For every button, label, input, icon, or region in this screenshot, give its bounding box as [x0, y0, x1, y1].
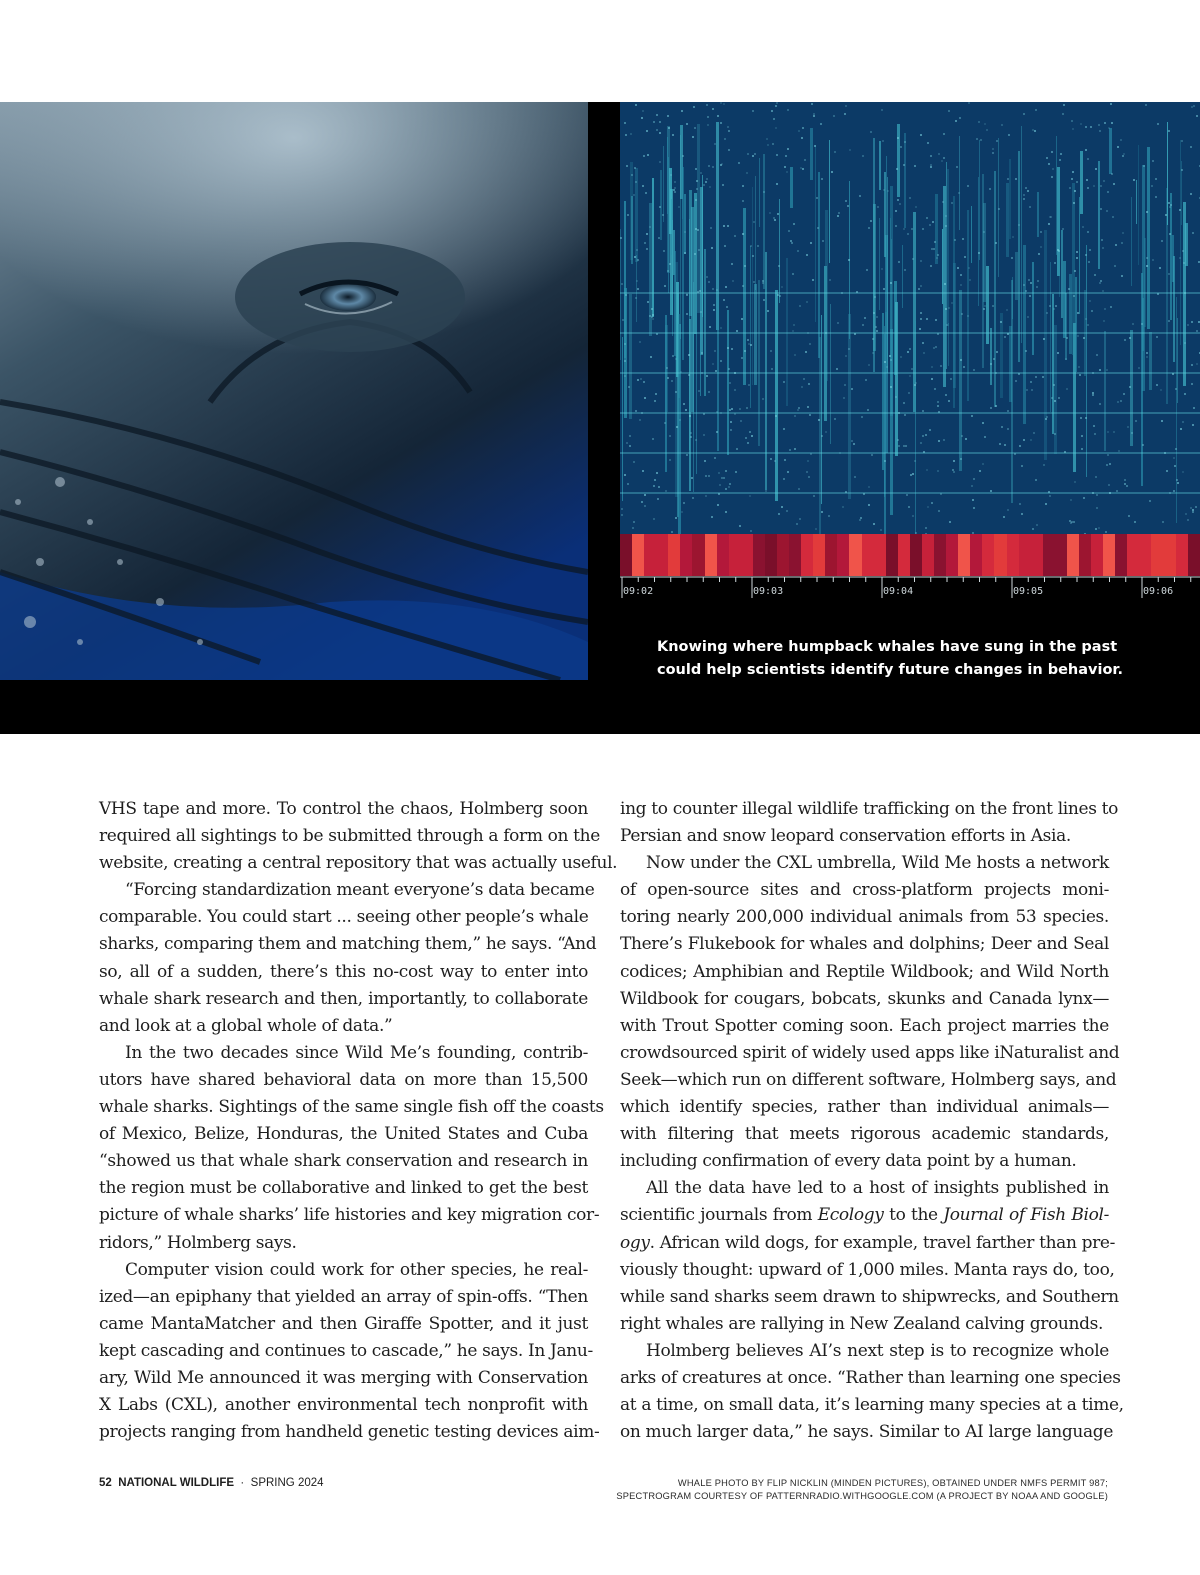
right-line: [620, 1202, 1109, 1229]
text-run: . African wild dogs, for example, travel farther than pre-: [649, 1232, 1116, 1253]
right-line: Now under the CXL umbrella, Wild Me hosts a network: [646, 853, 1109, 874]
intensity-cell: [1031, 534, 1043, 576]
left-line: ized—an epiphany that yielded an array of spin-offs. “Then: [99, 1286, 588, 1307]
intensity-cell: [1176, 534, 1188, 576]
time-label: 09:02: [623, 586, 654, 597]
right-line: which identify species, rather than individual animals—: [620, 1097, 1109, 1118]
right-line: Seek—which run on different software, Holmberg says, and: [620, 1069, 1117, 1090]
left-line: of Mexico, Belize, Honduras, the United States and Cuba: [99, 1124, 588, 1145]
whale-photo-illustration: [0, 102, 588, 680]
right-line: viously thought: upward of 1,000 miles. Manta rays do, too,: [620, 1259, 1115, 1280]
italic-title: ogy: [620, 1232, 650, 1253]
left-line: whale sharks. Sightings of the same single fish off the coasts: [99, 1097, 604, 1118]
intensity-cell: [644, 534, 656, 576]
photo-band: [0, 102, 1200, 734]
intensity-cell: [898, 534, 910, 576]
intensity-cell: [922, 534, 934, 576]
caption-line-1: Knowing where humpback whales have sung in the past: [657, 639, 1118, 655]
intensity-cell: [777, 534, 789, 576]
intensity-cell: [765, 534, 777, 576]
intensity-cell: [729, 534, 741, 576]
time-label: 09:04: [883, 586, 914, 597]
right-line: arks of creatures at once. “Rather than learning one species: [620, 1367, 1121, 1388]
intensity-cell: [874, 534, 886, 576]
left-line: came MantaMatcher and then Giraffe Spotter, and it just: [99, 1313, 588, 1334]
left-line: “Forcing standardization meant everyone’s data became: [125, 880, 595, 901]
photo-caption: [657, 636, 1157, 682]
intensity-cell: [692, 534, 704, 576]
intensity-cell: [620, 534, 632, 576]
left-line: X Labs (CXL), another environmental tech nonprofit with: [99, 1395, 588, 1416]
text-run: scientific journals from: [620, 1205, 818, 1226]
right-line: of open-source sites and cross-platform projects moni-: [620, 880, 1109, 901]
right-line: with Trout Spotter coming soon. Each project marries the: [620, 1015, 1109, 1036]
article-column-right: [620, 796, 1124, 1446]
song-intensity-strip: [620, 534, 1200, 576]
left-line: required all sightings to be submitted through a form on the: [99, 826, 600, 847]
photo-credits: [616, 1477, 1108, 1503]
issue-date: SPRING 2024: [250, 1477, 324, 1489]
time-label: 09:06: [1143, 586, 1174, 597]
credit-line-2: SPECTROGRAM COURTESY OF PATTERNRADIO.WITHGOOGLE.COM (A PROJECT BY NOAA AND GOOGLE): [616, 1491, 1108, 1501]
intensity-cell: [705, 534, 717, 576]
intensity-cell: [1079, 534, 1091, 576]
left-line: the region must be collaborative and linked to get the best: [99, 1178, 588, 1199]
caption-line-2: could help scientists identify future changes in behavior.: [657, 662, 1124, 678]
intensity-cell: [910, 534, 922, 576]
intensity-cell: [934, 534, 946, 576]
intensity-cell: [680, 534, 692, 576]
intensity-cell: [632, 534, 644, 576]
intensity-cell: [1067, 534, 1079, 576]
intensity-cell: [741, 534, 753, 576]
time-label: 09:03: [753, 586, 784, 597]
left-line: utors have shared behavioral data on more than 15,500: [99, 1069, 588, 1090]
intensity-cell: [753, 534, 765, 576]
right-line: Holmberg believes AI’s next step is to recognize whole: [646, 1340, 1109, 1361]
left-line: sharks, comparing them and matching them,” he says. “And: [99, 934, 597, 955]
intensity-cell: [801, 534, 813, 576]
intensity-cell: [1164, 534, 1176, 576]
left-line: and look at a global whole of data.”: [99, 1015, 393, 1036]
intensity-cell: [717, 534, 729, 576]
left-line: VHS tape and more. To control the chaos, Holmberg soon: [99, 799, 588, 819]
right-line: on much larger data,” he says. Similar to AI large language: [620, 1422, 1114, 1443]
left-line: picture of whale sharks’ life histories and key migration cor-: [99, 1205, 600, 1226]
intensity-cell: [656, 534, 668, 576]
intensity-cell: [1007, 534, 1019, 576]
intensity-cell: [1139, 534, 1151, 576]
left-line: ary, Wild Me announced it was merging with Conservation: [99, 1367, 588, 1388]
right-line: [620, 1230, 1116, 1257]
right-line: at a time, on small data, it’s learning many species at a time,: [620, 1395, 1124, 1416]
page-number: 52: [99, 1477, 112, 1489]
text-run: to the: [883, 1205, 944, 1226]
right-line: toring nearly 200,000 individual animals from 53 species.: [620, 907, 1109, 928]
left-line: comparable. You could start ... seeing other people’s whale: [99, 907, 589, 928]
intensity-cell: [1103, 534, 1115, 576]
left-line: ridors,” Holmberg says.: [99, 1232, 297, 1253]
intensity-cell: [1151, 534, 1163, 576]
right-line: codices; Amphibian and Reptile Wildbook; and Wild North: [620, 961, 1109, 982]
right-line: including confirmation of every data point by a human.: [620, 1151, 1077, 1172]
intensity-cell: [1043, 534, 1055, 576]
intensity-cell: [1091, 534, 1103, 576]
right-line: crowdsourced spirit of widely used apps like iNaturalist and: [620, 1042, 1120, 1063]
intensity-cell: [958, 534, 970, 576]
intensity-cell: [1019, 534, 1031, 576]
italic-title: Journal of Fish Biol-: [943, 1205, 1109, 1226]
left-line: Computer vision could work for other species, he real-: [125, 1259, 588, 1280]
intensity-cell: [946, 534, 958, 576]
right-line: Persian and snow leopard conservation efforts in Asia.: [620, 826, 1071, 847]
right-line: All the data have led to a host of insights published in: [646, 1178, 1109, 1199]
intensity-cell: [862, 534, 874, 576]
right-line: while sand sharks seem drawn to shipwrecks, and Southern: [620, 1286, 1119, 1307]
humpback-whale-eye-photo: [0, 102, 588, 680]
magazine-name: NATIONAL WILDLIFE: [118, 1477, 235, 1489]
left-line: kept cascading and continues to cascade,” he says. In Janu-: [99, 1340, 593, 1361]
right-line: Wildbook for cougars, bobcats, skunks and Canada lynx—: [620, 988, 1109, 1009]
intensity-cell: [837, 534, 849, 576]
credit-line-1: WHALE PHOTO BY FLIP NICKLIN (MINDEN PICTURES), OBTAINED UNDER NMFS PERMIT 987;: [677, 1478, 1108, 1488]
left-line: whale shark research and then, importantly, to collaborate: [99, 988, 588, 1009]
intensity-cell: [886, 534, 898, 576]
italic-title: Ecology: [817, 1205, 884, 1226]
intensity-cell: [1115, 534, 1127, 576]
left-line: so, all of a sudden, there’s this no-cost way to enter into: [99, 961, 588, 982]
page-footer-folio: [99, 1477, 324, 1489]
intensity-cell: [1055, 534, 1067, 576]
intensity-cell: [1188, 534, 1200, 576]
intensity-cell: [668, 534, 680, 576]
left-line: projects ranging from handheld genetic testing devices aim-: [99, 1422, 600, 1443]
intensity-cell: [982, 534, 994, 576]
right-line: with filtering that meets rigorous academic standards,: [620, 1124, 1109, 1145]
intensity-cell: [789, 534, 801, 576]
intensity-cell: [813, 534, 825, 576]
folio-separator: ·: [240, 1477, 245, 1489]
left-line: website, creating a central repository that was actually useful.: [99, 853, 618, 874]
intensity-cell: [970, 534, 982, 576]
left-line: “showed us that whale shark conservation and research in: [99, 1151, 588, 1172]
right-line: right whales are rallying in New Zealand calving grounds.: [620, 1313, 1104, 1334]
intensity-cell: [825, 534, 837, 576]
right-line: There’s Flukebook for whales and dolphins; Deer and Seal: [620, 934, 1109, 955]
intensity-cell: [994, 534, 1006, 576]
left-line: In the two decades since Wild Me’s founding, contrib-: [125, 1042, 588, 1063]
right-line: ing to counter illegal wildlife trafficking on the front lines to: [620, 799, 1118, 819]
time-label: 09:05: [1013, 586, 1044, 597]
intensity-cell: [1127, 534, 1139, 576]
spectrogram-time-axis: [620, 576, 1200, 602]
intensity-cell: [849, 534, 861, 576]
article-column-left: [99, 796, 618, 1446]
